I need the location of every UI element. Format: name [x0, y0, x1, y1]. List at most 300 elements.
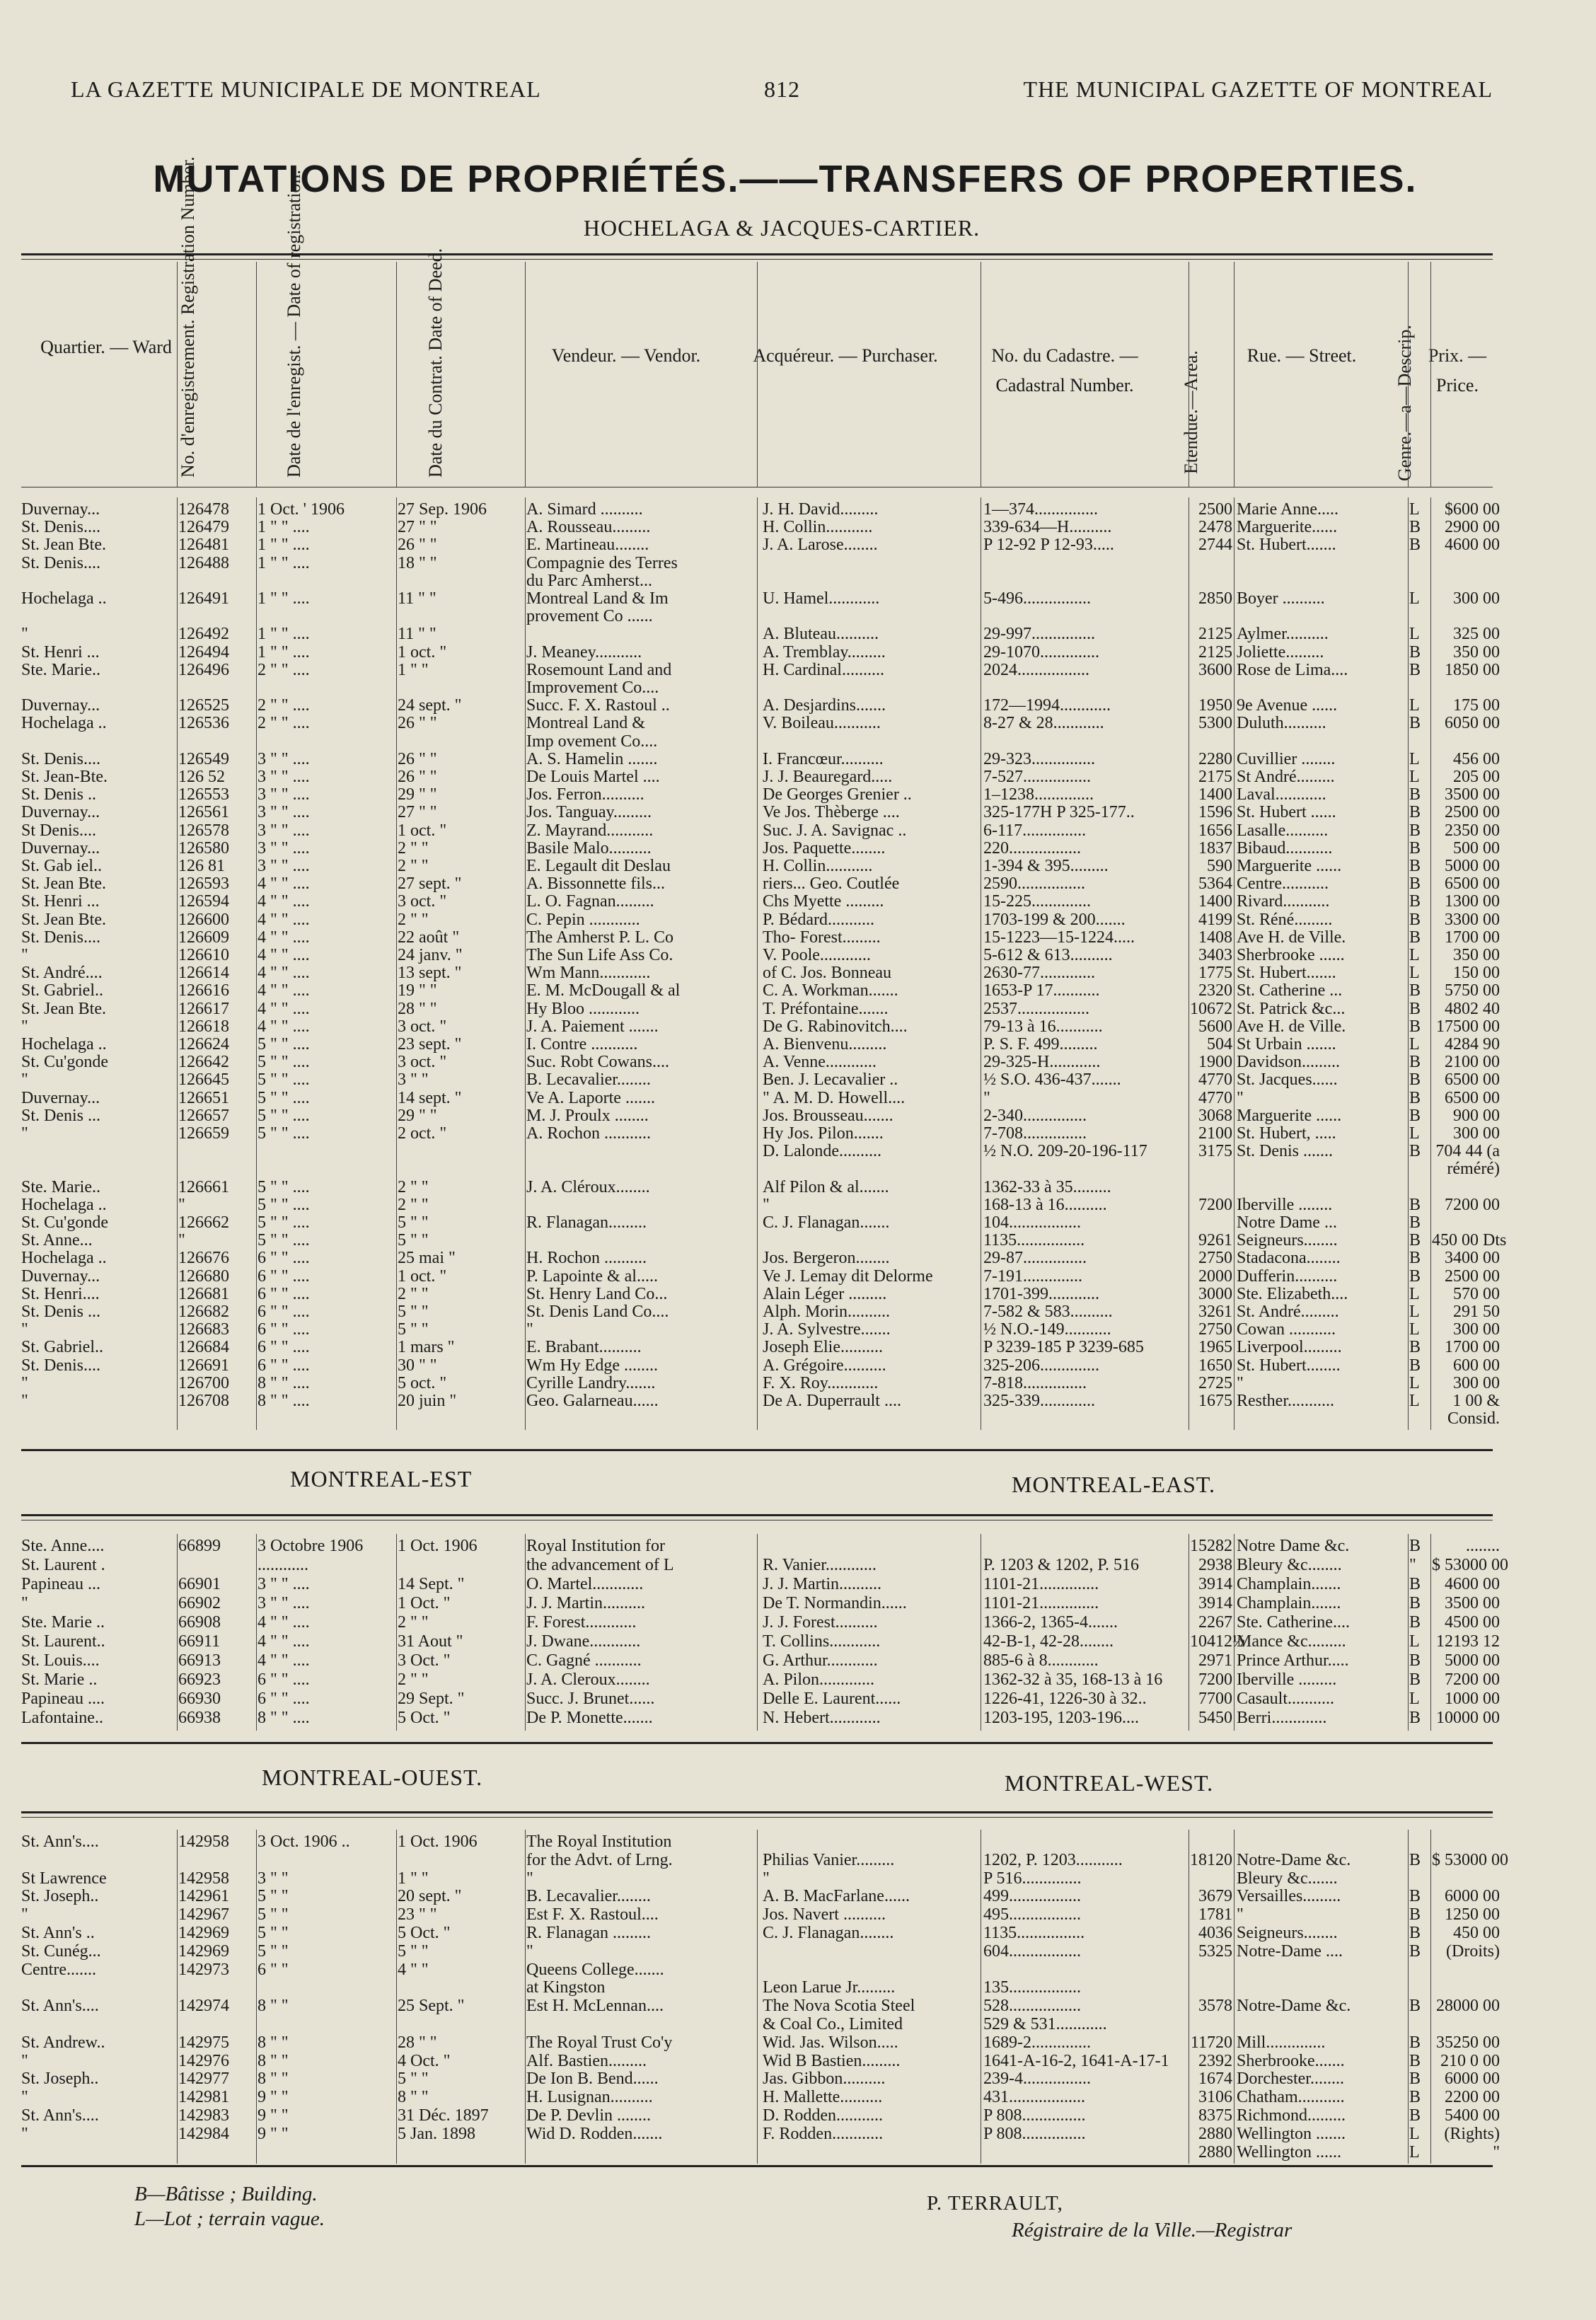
cell-date-deed: 3 oct. "	[398, 1017, 447, 1036]
cell-registration: 126683	[178, 1320, 229, 1339]
cell-area: 2000	[1198, 1266, 1232, 1286]
cell-area: 4770	[1198, 1088, 1232, 1107]
col-registration-header: No. d'enregistrement. Registration Number.	[178, 156, 198, 478]
cell-ward: "	[21, 625, 28, 644]
cell-area: 590	[1207, 857, 1232, 875]
cell-date-registration: 5 " " ....	[258, 1177, 310, 1196]
cell-registration: 126661	[178, 1177, 229, 1196]
cell-ward: "	[21, 2088, 28, 2107]
east-table	[21, 1537, 1508, 1742]
cell-street: Marguerite ......	[1237, 857, 1342, 875]
cell-street: Duluth..........	[1237, 714, 1326, 733]
cell-purchaser: D. Lalonde..........	[763, 1142, 881, 1161]
cell-date-deed: 5 Oct. "	[398, 1709, 451, 1727]
table-row	[21, 1594, 1500, 1613]
cell-cadastral: 1701-399............	[983, 1284, 1099, 1303]
cell-vendor: Improvement Co....	[526, 679, 659, 697]
cell-date-registration: 8 " " ....	[258, 1392, 310, 1410]
cell-date-registration: 8 " "	[258, 2051, 289, 2070]
cell-registration: 126580	[178, 838, 229, 858]
cell-registration: 142961	[178, 1887, 229, 1906]
cell-descr: L	[1409, 2142, 1420, 2162]
cell-date-deed: 3 " "	[398, 1070, 429, 1090]
cell-area: 2971	[1198, 1651, 1232, 1670]
cell-ward: St Lawrence	[21, 1869, 107, 1888]
cell-date-registration: 1 " " ....	[258, 553, 310, 572]
cell-cadastral: 528.................	[983, 1997, 1081, 2016]
cell-descr: L	[1409, 964, 1420, 983]
cell-ward: St. Henri....	[21, 1284, 100, 1303]
cell-price: 175 00	[1453, 696, 1500, 715]
cell-date-deed: 5 " "	[398, 1320, 429, 1339]
cell-area: 3914	[1198, 1594, 1232, 1612]
cell-area: 1837	[1198, 838, 1232, 858]
section-east-fr: MONTREAL-EST	[290, 1466, 473, 1491]
cell-cadastral: 1653-P 17...........	[983, 981, 1100, 1000]
cell-price: 1700 00	[1445, 1338, 1500, 1357]
cell-registration: 126553	[178, 785, 229, 804]
cell-price: 5000 00	[1445, 1651, 1500, 1670]
cell-descr: L	[1409, 749, 1420, 768]
cell-vendor: J. Dwane............	[526, 1632, 641, 1651]
table-row	[21, 1632, 1500, 1651]
cell-price: 350 00	[1453, 642, 1500, 662]
cell-purchaser: D. Rodden...........	[763, 2106, 883, 2125]
cell-street: Ste. Catherine....	[1237, 1613, 1350, 1632]
cell-price: 450 00 Dts	[1432, 1231, 1507, 1250]
table-row	[21, 1124, 1500, 1143]
cell-purchaser: De A. Duperrault ....	[763, 1392, 901, 1410]
cell-registration: 126 52	[178, 768, 225, 786]
cell-purchaser: A. Desjardins.......	[763, 696, 886, 715]
cell-vendor: provement Co ......	[526, 607, 653, 626]
table-row	[21, 714, 1500, 733]
cell-registration: 126614	[178, 964, 229, 983]
cell-price: ........	[1466, 1537, 1500, 1555]
cell-ward: Papineau ...	[21, 1575, 100, 1593]
cell-vendor: H. Rochon ..........	[526, 1249, 647, 1268]
cell-vendor: J. Meaney...........	[526, 642, 642, 662]
cell-ward: "	[21, 2124, 28, 2143]
cell-purchaser: Alf Pilon & al.......	[763, 1177, 889, 1196]
cell-street: St. Denis .......	[1237, 1142, 1334, 1161]
cell-date-registration: 3 " " ....	[258, 821, 310, 840]
cell-area: 2175	[1198, 768, 1232, 786]
page-subtitle: HOCHELAGA & JACQUES-CARTIER.	[583, 215, 981, 241]
cell-street: Laval............	[1237, 785, 1326, 804]
cell-registration: 126624	[178, 1035, 229, 1054]
cell-registration: 142958	[178, 1833, 229, 1851]
cell-purchaser: A. Grégoire..........	[763, 1356, 886, 1375]
table-row	[21, 1670, 1500, 1690]
cell-street: Dorchester........	[1237, 2070, 1344, 2089]
table-row	[21, 554, 1500, 573]
cell-date-registration: 3 Octobre 1906	[258, 1537, 364, 1555]
cell-purchaser: A. Tremblay.........	[763, 642, 886, 662]
east-bottom-rule	[21, 1742, 1493, 1744]
cell-date-deed: 1 " "	[398, 1869, 429, 1888]
cell-vendor: Wm Hy Edge ........	[526, 1356, 658, 1375]
cell-purchaser: Ve J. Lemay dit Delorme	[763, 1266, 933, 1286]
col-vendor-header: Vendeur. — Vendor.	[551, 345, 701, 366]
cell-street: Centre...........	[1237, 875, 1329, 894]
column-rule	[1430, 1534, 1431, 1731]
cell-descr: L	[1409, 2124, 1420, 2143]
cell-descr: L	[1409, 1690, 1420, 1708]
cell-ward: "	[21, 1320, 28, 1339]
table-row	[21, 785, 1500, 804]
cell-descr: B	[1409, 1195, 1421, 1214]
cell-purchaser: A. Pilon.............	[763, 1670, 875, 1689]
cell-ward: Duvernay...	[21, 500, 100, 519]
table-row	[21, 1374, 1500, 1393]
table-row	[21, 589, 1500, 608]
cell-area: 2880	[1198, 2142, 1232, 2162]
cell-descr: B	[1409, 2070, 1421, 2089]
column-rule	[1430, 1830, 1431, 2164]
cell-date-registration: 6 " " ....	[258, 1303, 310, 1321]
cell-date-registration: 2 " " ....	[258, 714, 310, 733]
cell-ward: St. Jean Bte.	[21, 536, 106, 555]
cell-street: St. Catherine ...	[1237, 981, 1343, 1000]
cell-date-registration: 4 " " ....	[258, 892, 310, 911]
cell-purchaser: R. Vanier............	[763, 1556, 877, 1574]
cell-street: Cuvillier ........	[1237, 749, 1336, 768]
cell-ward: St. Ann's....	[21, 1833, 99, 1851]
column-rule	[757, 1830, 758, 2164]
cell-street: St. Hubert, .....	[1237, 1124, 1336, 1143]
cell-area: 2744	[1198, 536, 1232, 555]
cell-area: 5600	[1198, 1017, 1232, 1036]
cell-vendor: The Royal Institution	[526, 1833, 672, 1851]
cell-vendor: J. A. Cléroux........	[526, 1177, 650, 1196]
header-column-rule	[256, 262, 257, 487]
cell-ward: St Denis....	[21, 821, 97, 840]
cell-price: 4600 00	[1445, 1575, 1500, 1593]
cell-purchaser: A. Bluteau..........	[763, 625, 879, 644]
cell-price: 900 00	[1453, 1106, 1500, 1125]
cell-cadastral: 7-191..............	[983, 1266, 1082, 1286]
cell-vendor: R. Flanagan.........	[526, 1213, 647, 1232]
cell-registration: 126700	[178, 1373, 229, 1392]
cell-price: 6000 00	[1445, 2070, 1500, 2089]
cell-descr: B	[1409, 785, 1421, 804]
column-rule	[525, 497, 526, 1430]
cell-cadastral: 172—1994............	[983, 696, 1111, 715]
cell-date-registration: 4 " " ....	[258, 1651, 310, 1670]
signature-title: Régistraire de la Ville.—Registrar	[1012, 2219, 1293, 2241]
cell-area: 2392	[1198, 2051, 1232, 2070]
table-row	[21, 1924, 1500, 1943]
cell-descr: B	[1409, 1266, 1421, 1286]
cell-price: 2200 00	[1445, 2088, 1500, 2107]
cell-date-deed: 4 Oct. "	[398, 2051, 451, 2070]
cell-date-registration: 6 " " ....	[258, 1670, 310, 1689]
cell-date-deed: 26 " "	[398, 749, 437, 768]
cell-date-deed: 18 " "	[398, 553, 437, 572]
cell-area: 2320	[1198, 981, 1232, 1000]
cell-registration: 126616	[178, 981, 229, 1000]
cell-cadastral: 15-225..............	[983, 892, 1091, 911]
table-row	[21, 1338, 1500, 1357]
cell-area: 2125	[1198, 642, 1232, 662]
table-row	[21, 1231, 1507, 1250]
cell-street: Ave H. de Ville.	[1237, 928, 1346, 947]
table-row	[21, 1249, 1500, 1268]
cell-registration: 126657	[178, 1106, 229, 1125]
cell-purchaser: C. J. Flanagan........	[763, 1924, 894, 1942]
table-row	[21, 1285, 1500, 1304]
cell-date-deed: 20 sept. "	[398, 1887, 462, 1906]
cell-descr: B	[1409, 1088, 1421, 1107]
col-ward-header: Quartier. — Ward	[40, 337, 172, 357]
cell-date-registration: 1 " " ....	[258, 625, 310, 644]
cell-ward: St. Louis....	[21, 1651, 100, 1670]
cell-ward: Duvernay...	[21, 803, 100, 822]
cell-price: 1300 00	[1445, 892, 1500, 911]
cell-vendor: J. A. Cleroux........	[526, 1670, 650, 1689]
cell-ward: St. Cunég...	[21, 1941, 101, 1961]
cell-ward: Ste. Marie..	[21, 660, 100, 679]
cell-purchaser: U. Hamel............	[763, 589, 880, 608]
table-row	[21, 1869, 1500, 1888]
cell-area: 4199	[1198, 910, 1232, 929]
header-right: THE MUNICIPAL GAZETTE OF MONTREAL	[1023, 76, 1493, 102]
cell-ward: St. Laurent .	[21, 1556, 105, 1574]
table-row	[21, 572, 1500, 591]
cell-date-deed: 5 oct. "	[398, 1373, 447, 1392]
cell-descr: L	[1409, 625, 1420, 644]
cell-registration: 126680	[178, 1266, 229, 1286]
cell-area: 10412½	[1190, 1632, 1245, 1651]
cell-descr: B	[1409, 1905, 1421, 1924]
cell-ward: Hochelaga ..	[21, 1249, 107, 1268]
cell-vendor: Succ. F. X. Rastoul ..	[526, 696, 670, 715]
cell-purchaser: F. X. Roy............	[763, 1373, 879, 1392]
cell-purchaser: Jos. Bergeron........	[763, 1249, 890, 1268]
cell-cadastral: 29-325-H............	[983, 1053, 1101, 1072]
table-row	[21, 679, 1500, 698]
cell-date-deed: 2 " "	[398, 910, 429, 929]
cell-purchaser: Jas. Gibbon..........	[763, 2070, 886, 2089]
table-row	[21, 1070, 1500, 1090]
cell-vendor: "	[526, 1941, 533, 1961]
cell-street: Cowan ...........	[1237, 1320, 1336, 1339]
cell-price: 4500 00	[1445, 1613, 1500, 1632]
cell-ward: St. Denis ...	[21, 1106, 101, 1125]
cell-cadastral: 1-394 & 395.........	[983, 857, 1109, 875]
cell-vendor: Compagnie des Terres	[526, 553, 678, 572]
cell-descr: B	[1409, 1941, 1421, 1961]
cell-purchaser: C. J. Flanagan.......	[763, 1213, 890, 1232]
cell-ward: St. Gabriel..	[21, 1338, 103, 1357]
table-row	[21, 696, 1500, 715]
cell-purchaser: & Coal Co., Limited	[763, 2015, 903, 2033]
cell-cadastral: "	[983, 1088, 990, 1107]
cell-vendor: E. Brabant..........	[526, 1338, 642, 1357]
cell-descr: B	[1409, 714, 1421, 733]
cell-price: 5750 00	[1445, 981, 1500, 1000]
cell-vendor: J. J. Martin..........	[526, 1594, 645, 1612]
cell-purchaser: A. Bienvenu.........	[763, 1035, 887, 1054]
cell-vendor: du Parc Amherst...	[526, 571, 652, 590]
column-rule	[256, 497, 257, 1430]
header-column-rule	[177, 262, 178, 487]
cell-registration: 142967	[178, 1905, 229, 1924]
cell-street: Mance &c.........	[1237, 1632, 1346, 1651]
cell-area: 2267	[1198, 1613, 1232, 1632]
cell-street: Notre-Dame &c.	[1237, 1997, 1351, 2016]
cell-descr: L	[1409, 1632, 1420, 1651]
cell-street: Mill..............	[1237, 2033, 1326, 2052]
cell-price: 6050 00	[1445, 714, 1500, 733]
cell-vendor: De Louis Martel ....	[526, 768, 660, 786]
running-head	[71, 76, 1493, 110]
cell-cadastral: P. S. F. 499.........	[983, 1035, 1098, 1054]
cell-cadastral: P 808...............	[983, 2106, 1086, 2125]
cell-vendor: C. Pepin ............	[526, 910, 640, 929]
cell-price: 500 00	[1453, 838, 1500, 858]
cell-street: "	[1237, 1373, 1244, 1392]
cell-registration: 126642	[178, 1053, 229, 1072]
cell-ward: St. Gab iel..	[21, 857, 102, 875]
cell-date-deed: 1 Oct. 1906	[398, 1537, 478, 1555]
cell-street: Versailles.........	[1237, 1887, 1341, 1906]
cell-area: 2938	[1198, 1556, 1232, 1574]
cell-ward: Duvernay...	[21, 1266, 100, 1286]
cell-street: Bibaud...........	[1237, 838, 1333, 858]
cell-cadastral: 1–1238..............	[983, 785, 1094, 804]
hochelaga-table	[21, 500, 1507, 1429]
cell-price: 7200 00	[1445, 1195, 1500, 1214]
cell-purchaser: V. Poole............	[763, 946, 871, 964]
cell-street: Champlain.......	[1237, 1575, 1341, 1593]
cell-purchaser: Delle E. Laurent......	[763, 1690, 901, 1708]
cell-vendor: C. Gagné ...........	[526, 1651, 642, 1670]
cell-date-registration: 8 " " ....	[258, 1373, 310, 1392]
cell-date-registration: 5 " "	[258, 1905, 289, 1924]
table-row	[21, 928, 1500, 947]
cell-street: St. André.........	[1237, 1303, 1339, 1321]
cell-registration: 66913	[178, 1651, 221, 1670]
cell-vendor: Jos. Ferron..........	[526, 785, 644, 804]
cell-ward: "	[21, 1373, 28, 1392]
cell-ward: St. Henri ...	[21, 642, 100, 662]
cell-area: 7700	[1198, 1690, 1232, 1708]
cell-registration: 142984	[178, 2124, 229, 2143]
cell-purchaser: H. Mallette..........	[763, 2088, 883, 2107]
cell-registration: 126708	[178, 1392, 229, 1410]
cell-date-registration: 4 " " ....	[258, 928, 310, 947]
table-row	[21, 500, 1500, 519]
column-rule	[396, 1830, 397, 2164]
cell-purchaser: T. Préfontaine.......	[763, 999, 889, 1018]
cell-descr: B	[1409, 999, 1421, 1018]
page-number: 812	[764, 76, 800, 102]
cell-area: 1965	[1198, 1338, 1232, 1357]
cell-vendor: Est F. X. Rastoul....	[526, 1905, 659, 1924]
cell-area: 2500	[1198, 500, 1232, 519]
cell-ward: Papineau ....	[21, 1690, 105, 1708]
cell-registration: 66899	[178, 1537, 221, 1555]
cell-registration: 126645	[178, 1070, 229, 1090]
cell-date-registration: 6 " " ....	[258, 1266, 310, 1286]
table-row	[21, 803, 1500, 822]
cell-vendor: R. Flanagan .........	[526, 1924, 651, 1942]
table-row	[21, 750, 1500, 769]
col-date-registration-header: Date de l'enregist. — Date of registration.	[284, 170, 304, 478]
cell-street: Casault...........	[1237, 1690, 1334, 1708]
cell-area: 1950	[1198, 696, 1232, 715]
cell-cadastral: 29-87...............	[983, 1249, 1087, 1268]
cell-vendor: A. Bissonnette fils...	[526, 875, 665, 894]
cell-descr: B	[1409, 1356, 1421, 1375]
cell-date-registration: 6 " " ....	[258, 1338, 310, 1357]
cell-date-deed: 2 " "	[398, 1284, 429, 1303]
cell-registration: 126491	[178, 589, 229, 608]
cell-area: 3914	[1198, 1575, 1232, 1593]
cell-descr: B	[1409, 1231, 1421, 1250]
cell-registration: 142976	[178, 2051, 229, 2070]
cell-descr: B	[1409, 2033, 1421, 2052]
column-rule	[757, 497, 758, 1430]
cell-purchaser: Alain Léger .........	[763, 1284, 887, 1303]
cell-purchaser: J. J. Martin..........	[763, 1575, 881, 1593]
cell-ward: "	[21, 1017, 28, 1036]
cell-street: "	[1237, 1088, 1244, 1107]
column-rule	[1408, 497, 1409, 1430]
cell-area: 3175	[1198, 1142, 1232, 1161]
cell-purchaser: I. Francœur..........	[763, 749, 884, 768]
cell-date-deed: 2 " "	[398, 1670, 429, 1689]
column-rule	[396, 1534, 397, 1731]
cell-cadastral: 2590................	[983, 875, 1085, 894]
cell-date-deed: 1 Oct. 1906	[398, 1833, 478, 1851]
cell-price: 2350 00	[1445, 821, 1500, 840]
cell-area: 7200	[1198, 1670, 1232, 1689]
cell-area: 1400	[1198, 785, 1232, 804]
cell-descr: L	[1409, 1392, 1420, 1410]
cell-registration: 126536	[178, 714, 229, 733]
cell-date-registration: 4 " " ....	[258, 910, 310, 929]
cell-date-deed: 5 " "	[398, 1941, 429, 1961]
cell-purchaser: Wid. Jas. Wilson.....	[763, 2033, 898, 2052]
cell-date-deed: 26 " "	[398, 714, 437, 733]
cell-street: Rivard...........	[1237, 892, 1330, 911]
cell-date-registration: 9 " "	[258, 2106, 289, 2125]
table-row	[21, 1303, 1500, 1322]
col-descr-header: Genre.—a—Descrip.	[1394, 325, 1415, 481]
cell-street: St. Jacques......	[1237, 1070, 1338, 1090]
cell-street: Joliette.........	[1237, 642, 1324, 662]
cell-price: 291 50	[1453, 1303, 1500, 1321]
cell-purchaser: Joseph Elie..........	[763, 1338, 883, 1357]
cell-cadastral: 2024.................	[983, 660, 1089, 679]
cell-vendor: F. Forest............	[526, 1613, 637, 1632]
table-row	[21, 1613, 1500, 1632]
cell-vendor: H. Lusignan..........	[526, 2088, 653, 2107]
cell-date-registration: 1 " " ....	[258, 642, 310, 662]
cell-street: St. Hubert ......	[1237, 803, 1336, 822]
cell-street: Ste. Elizabeth....	[1237, 1284, 1348, 1303]
cell-descr: B	[1409, 1338, 1421, 1357]
cell-descr: B	[1409, 1070, 1421, 1090]
cell-ward: Ste. Marie..	[21, 1177, 100, 1196]
cell-cadastral: P 516..............	[983, 1869, 1082, 1888]
cell-area: 504	[1207, 1035, 1232, 1054]
cell-price: 10000 00	[1436, 1709, 1500, 1727]
cell-descr: B	[1409, 1017, 1421, 1036]
